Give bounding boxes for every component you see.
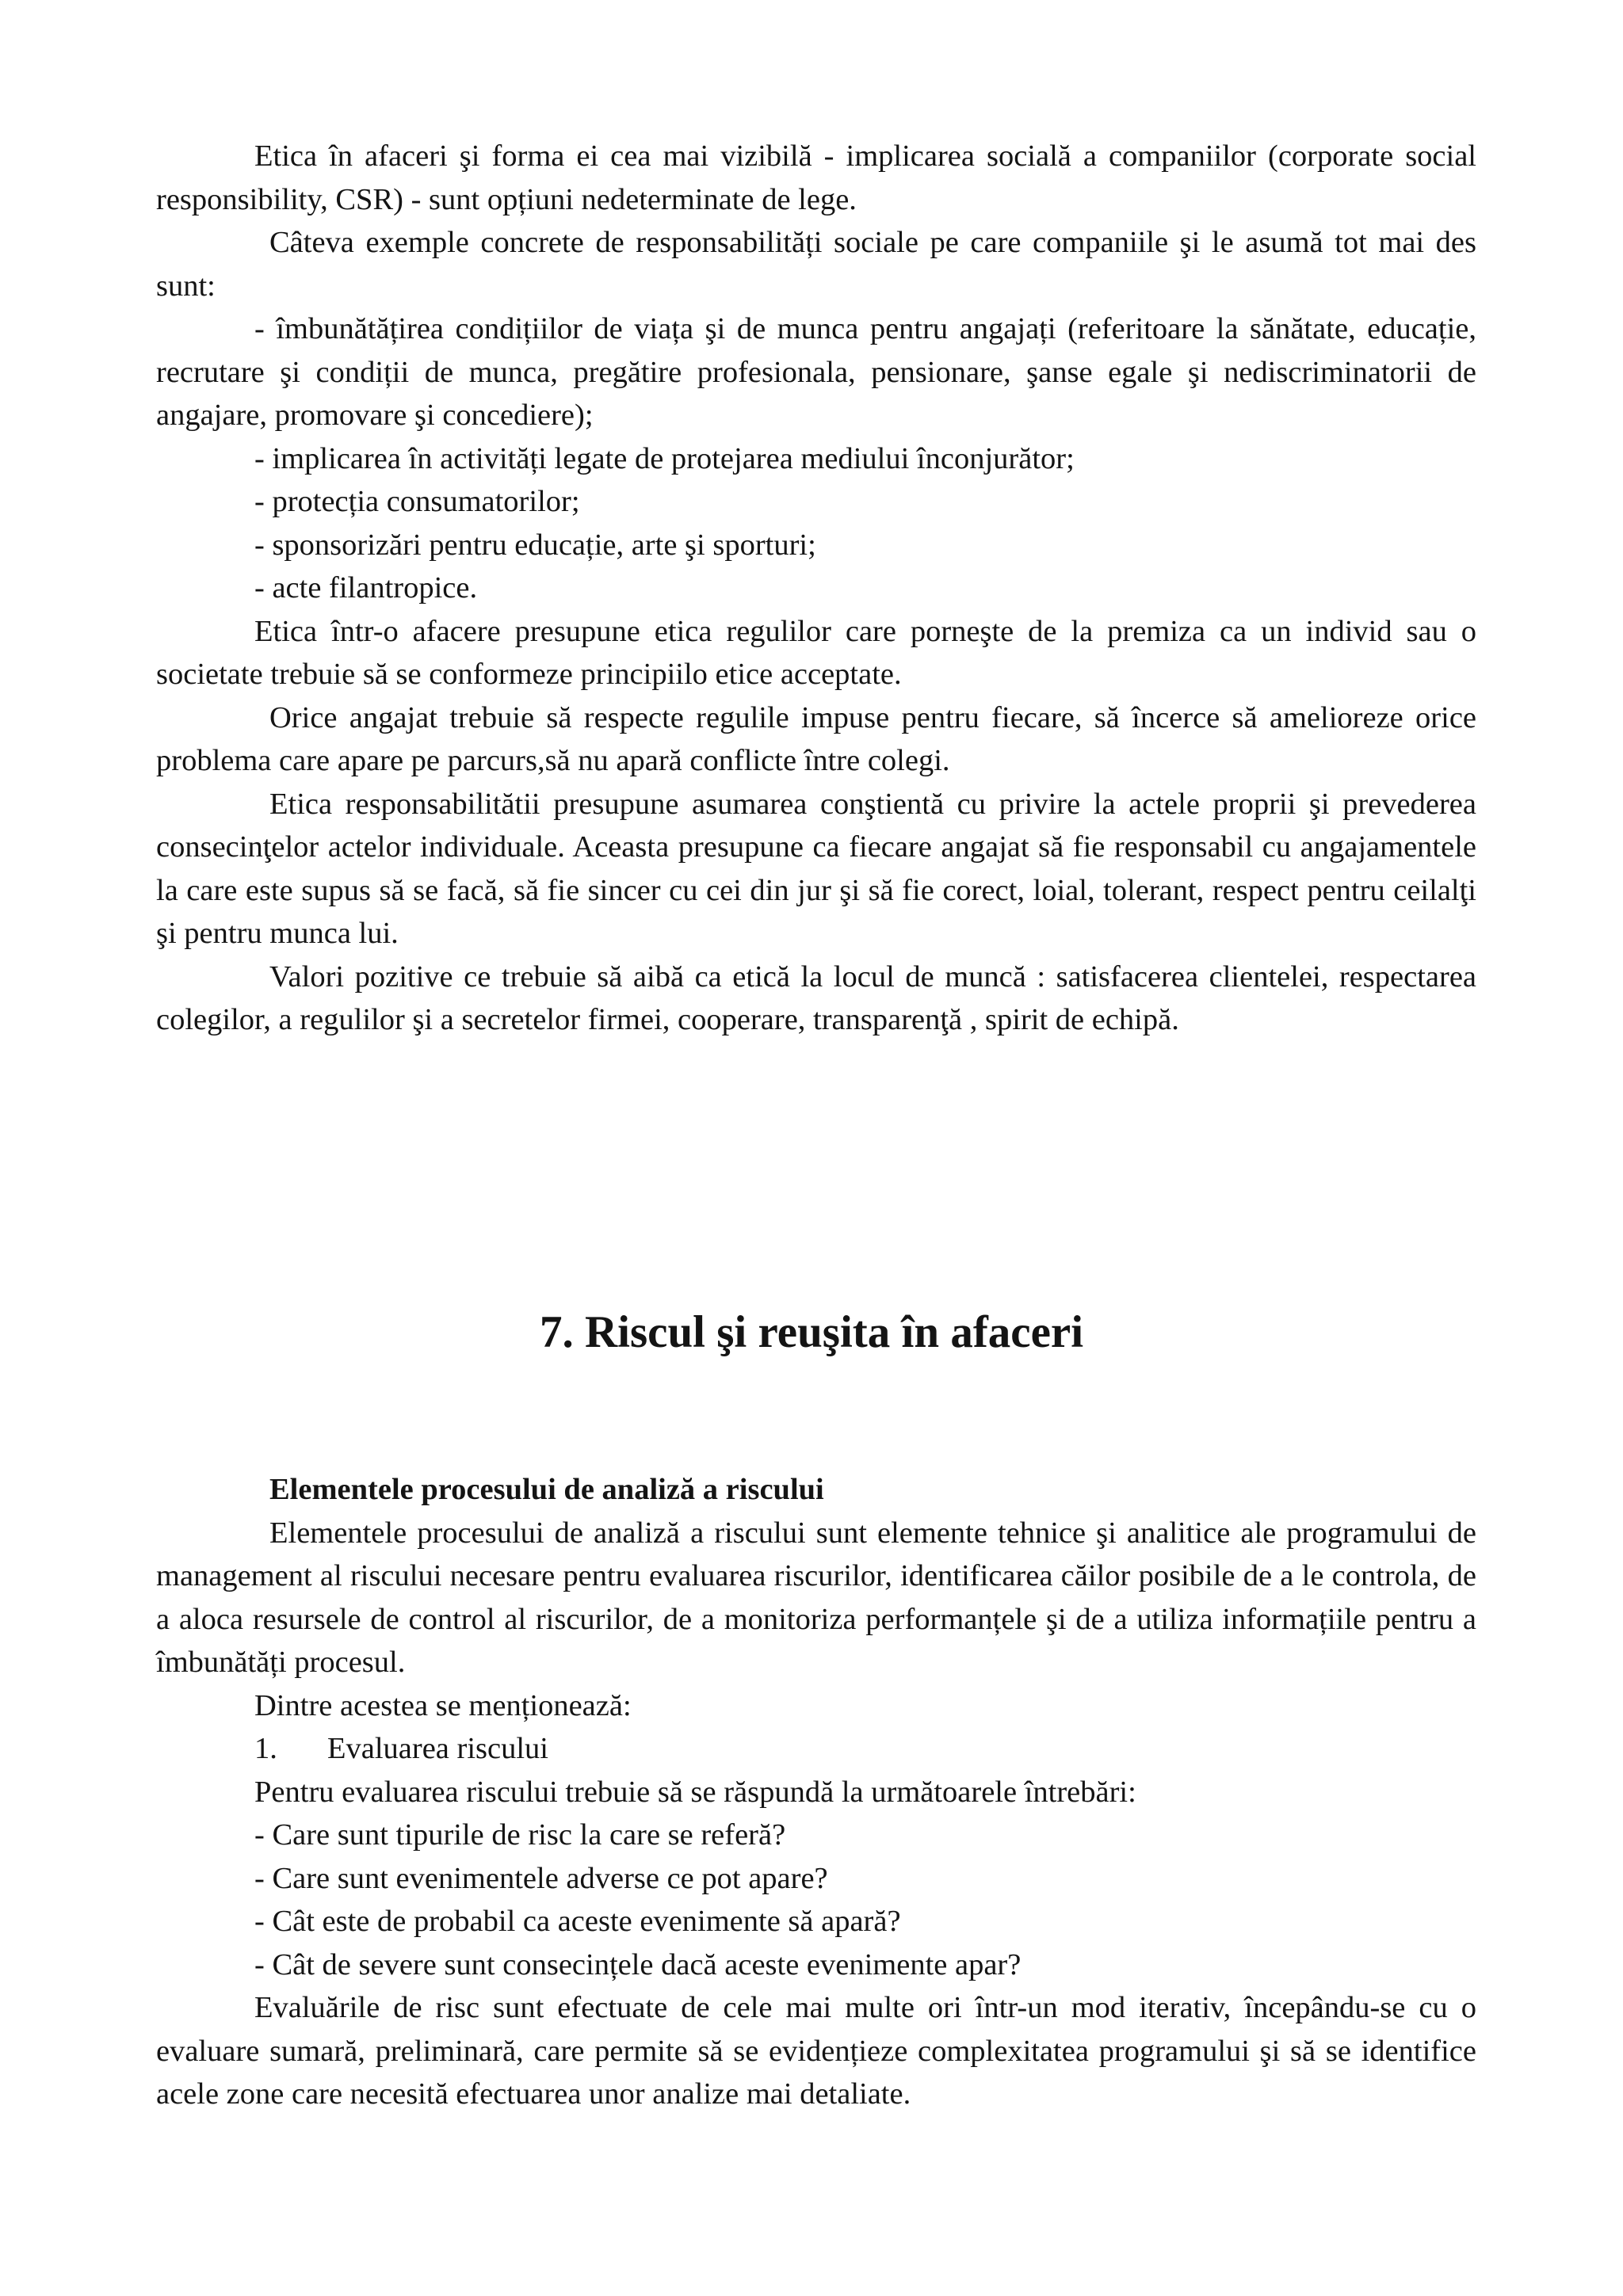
risk-section (156, 1468, 1476, 2116)
responsibility-list (156, 307, 1476, 610)
paragraph-responsibility-ethics: Etica responsabilitătii presupune asumarea conştientă cu privire la actele proprii şi prevederea consecinţelor actelor individuale. Aceasta presupune ca fiecare angajat să fie responsabil cu angajamentele la care este supus să se facă, să fie sincer cu cei din jur şi să fie corect, loial, tolerant, respect pentru ceilalţi şi pentru munca lui. (156, 787, 1476, 950)
paragraph-risk-elements: Elementele procesului de analiză a riscului sunt elemente tehnice şi analitice ale programului de management al riscului necesare pentru evaluarea riscurilor, identificarea căilor posibile de a le controla, de a aloca resursele de control al riscurilor, de a monitoriza performanțele şi de a utiliza informațiile pentru a îmbunătăți procesul. (156, 1516, 1476, 1679)
paragraph-positive-values: Valori pozitive ce trebuie să aibă ca etică la locul de muncă : satisfacerea clientelei, respectarea colegilor, a regulilor şi a secretelor firmei, cooperare, transparenţă , spirit de echipă. (156, 959, 1476, 1036)
numbered-item (156, 1727, 1476, 1771)
list-item: - protecția consumatorilor; (254, 485, 580, 518)
ethics-section (156, 135, 1476, 1042)
list-item: - acte filantropice. (254, 571, 478, 605)
list-item: - Care sunt tipurile de risc la care se referă? (254, 1818, 786, 1852)
list-item: - Cât de severe sunt consecințele dacă aceste evenimente apar? (254, 1947, 1022, 1981)
list-item: - Cât este de probabil ca aceste evenimente să apară? (254, 1905, 901, 1938)
paragraph-examples-intro: Câteva exemple concrete de responsabilități sociale pe care companiile şi le asumă tot mai des sunt: (156, 226, 1476, 303)
item-number: 1. (254, 1732, 277, 1765)
paragraph-questions-intro: Pentru evaluarea riscului trebuie să se răspundă la următoarele întrebări: (254, 1775, 1136, 1809)
list-item: - îmbunătățirea condițiilor de viața şi de munca pentru angajați (referitoare la sănătate, educație, recrutare şi condiții de munca, pregătire profesionala, pensionare, şanse egale şi nediscriminatorii de angajare, promovare şi concediere); (156, 312, 1476, 432)
list-item: - sponsorizări pentru educație, arte şi sporturi; (254, 528, 816, 562)
section-heading: 7. Riscul şi reuşita în afaceri (539, 1307, 1084, 1357)
subheading: Elementele procesului de analiză a riscului (269, 1473, 824, 1506)
paragraph-employee-rules: Orice angajat trebuie să respecte regulile impuse pentru fiecare, să încerce să amelioreze orice problema care apare pe parcurs,să nu apară conflicte între colegi. (156, 700, 1476, 777)
item-text: Evaluarea riscului (327, 1732, 548, 1765)
paragraph-csr: Etica în afaceri şi forma ei cea mai vizibilă - implicarea socială a companiilor (corporate social responsibility, CSR) - sunt opțiuni nedeterminate de lege. (156, 139, 1476, 216)
paragraph-rules-ethics: Etica într-o afacere presupune etica regulilor care porneşte de la premiza ca un individ sau o societate trebuie să se conformeze principiilo etice acceptate. (156, 614, 1476, 691)
paragraph-iterative-evaluation: Evaluările de risc sunt efectuate de cele mai multe ori într-un mod iterativ, începându-se cu o evaluare sumară, preliminară, care permite să se evidențieze complexitatea programului şi să se identifice acele zone care necesită efectuarea unor analize mai detaliate. (156, 1991, 1476, 2111)
paragraph-mentions: Dintre acestea se menționează: (254, 1688, 632, 1722)
list-item: - implicarea în activități legate de protejarea mediului înconjurător; (254, 441, 1075, 475)
list-item: - Care sunt evenimentele adverse ce pot apare? (254, 1861, 828, 1895)
questions-list (156, 1814, 1476, 1986)
